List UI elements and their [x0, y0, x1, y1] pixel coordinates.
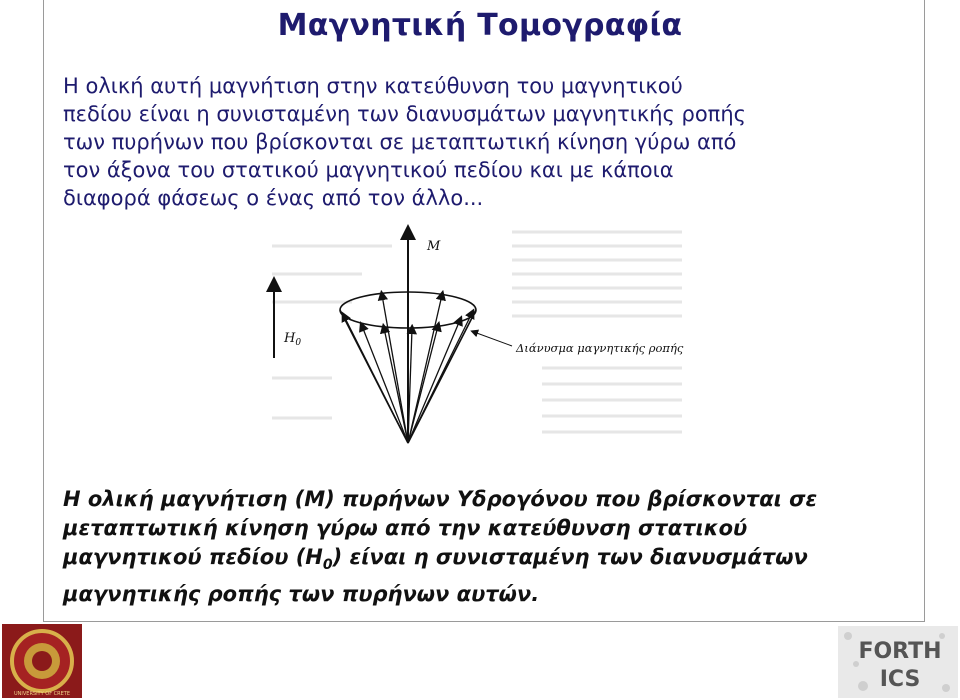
university-ring-text: UNIVERSITY OF CRETE: [13, 691, 71, 697]
vector-label-pointer: [474, 332, 512, 346]
caption-line: Η ολική μαγνήτιση (Μ) πυρήνων Υδρογόνου που βρίσκονται σε: [63, 487, 818, 511]
slide-title: Μαγνητική Τομογραφία: [277, 8, 683, 43]
forth-text: FORTH: [858, 639, 942, 664]
vector-label: Διάνυσμα μαγνητικής ροπής: [516, 341, 684, 355]
h0-label: $H_0$: [284, 331, 302, 348]
university-of-crete-logo: [2, 624, 82, 698]
caption-line: μαγνητικής ροπής των πυρήνων αυτών.: [63, 582, 540, 607]
body-line: των πυρήνων που βρίσκονται σε μεταπτωτική κίνηση γύρω από: [63, 130, 737, 154]
figure-caption: [63, 485, 923, 609]
body-line: διαφορά φάσεως ο ένας από τον άλλο...: [63, 186, 484, 210]
body-line: Η ολική αυτή μαγνήτιση στην κατεύθυνση του μαγνητικού: [63, 74, 683, 98]
ics-text: ICS: [879, 667, 921, 692]
caption-line: μαγνητικού πεδίου $(H_0)$ είναι η συνισταμένη των διανυσμάτων: [63, 545, 808, 574]
precession-cone-figure: [262, 218, 694, 458]
forth-ics-logo: [838, 626, 958, 698]
body-line: τον άξονα του στατικού μαγνητικού πεδίου και με κάποια: [63, 158, 674, 182]
body-line: πεδίου είναι η συνισταμένη των διανυσμάτων μαγνητικής ροπής: [63, 102, 746, 126]
caption-line: μεταπτωτική κίνηση γύρω από την κατεύθυνση στατικού: [63, 516, 748, 540]
body-paragraph: [63, 72, 923, 212]
m-axis-label: M: [427, 239, 441, 254]
background-text-texture: [272, 232, 682, 432]
